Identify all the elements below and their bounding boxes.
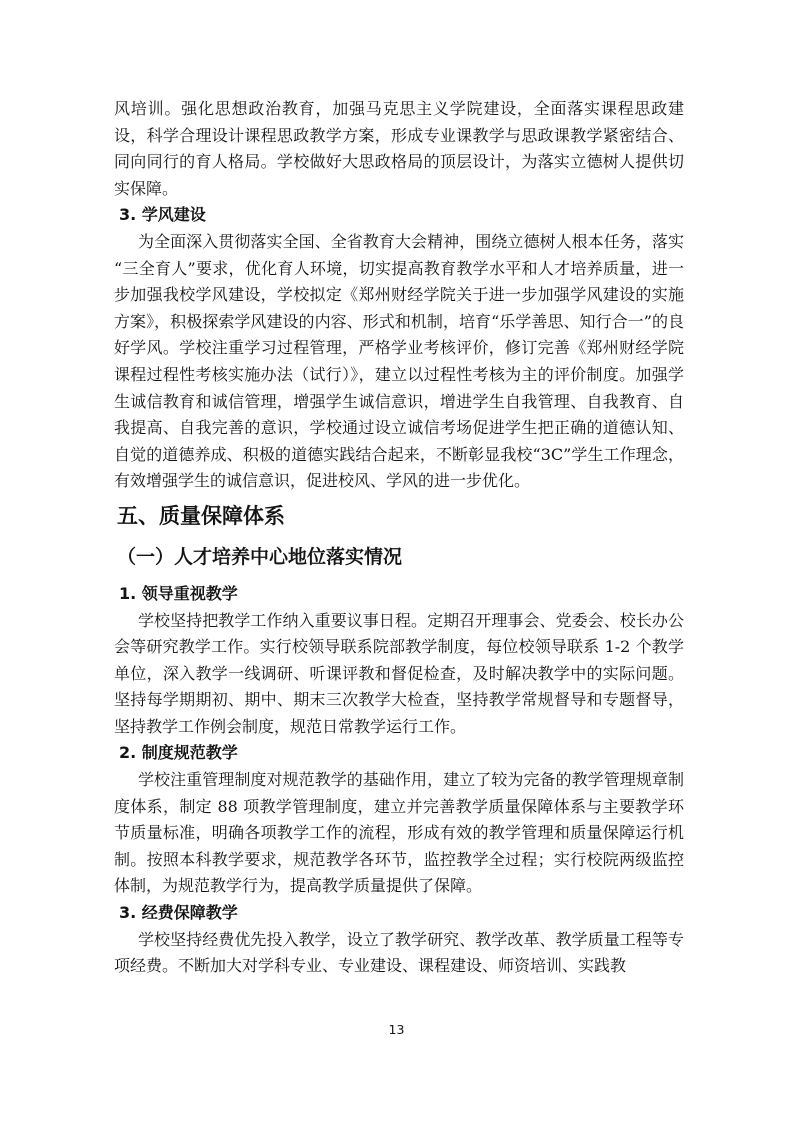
heading-item-3-funding: 3. 经费保障教学 — [119, 903, 238, 923]
page-number: 13 — [388, 1022, 405, 1037]
paragraph-continuation: 风培训。强化思想政治教育，加强马克思主义学院建设，全面落实课程思政建设，科学合理设计课程思政教学方案，形成专业课教学与思政课教学紧密结合、同向同行的育人格局。学校做好大思政格局的顶层设计，为落实立德树人提供切实保障。 — [114, 99, 684, 198]
page-body — [114, 96, 684, 980]
paragraph-study-style: 为全面深入贯彻落实全国、全省教育大会精神，围绕立德树人根本任务，落实“三全育人”要求，优化育人环境，切实提高教育教学水平和人才培养质量，进一步加强我校学风建设，学校拟定《郑州财经学院关于进一步加强学风建设的实施方案》，积极探索学风建设的内容、形式和机制，培育“乐学善思、知行合一”的良好学风。学校注重学习过程管理，严格学业考核评价，修订完善《郑州财经学院课程过程性考核实施办法（试行）》，建立以过程性考核为主的评价制度。加强学生诚信教育和诚信管理，增强学生诚信意识，增进学生自我管理、自我教育、自我提高、自我完善的意识，学校通过设立诚信考场促进学生把正确的道德认知、自觉的道德养成、积极的道德实践结合起来，不断彰显我校“3C”学生工作理念，有效增强学生的诚信意识，促进校风、学风的进一步优化。 — [114, 231, 684, 491]
heading-item-1-leadership: 1. 领导重视教学 — [119, 583, 238, 603]
heading-study-style: 3. 学风建设 — [119, 205, 206, 225]
paragraph-item-3-funding: 学校坚持经费优先投入教学，设立了教学研究、教学改革、教学质量工程等专项经费。不断加大对学科专业、专业建设、课程建设、师资培训、实践教 — [114, 929, 684, 976]
heading-item-2-regulations: 2. 制度规范教学 — [119, 743, 238, 763]
heading-chapter-5-quality-assurance: 五、质量保障体系 — [117, 503, 285, 528]
heading-section-1-talent-cultivation: （一）人才培养中心地位落实情况 — [117, 545, 403, 568]
paragraph-item-1-leadership: 学校坚持把教学工作纳入重要议事日程。定期召开理事会、党委会、校长办公会等研究教学工作。实行校领导联系院部教学制度，每位校领导联系 1-2 个教学单位，深入教学一线调研、听课评教和督促检查，及时解决教学中的实际问题。坚持每学期期初、期中、期末三次教学大检查，坚持教学常规督导和专题督导，坚持教学工作例会制度，规范日常教学运行工作。 — [114, 610, 684, 736]
paragraph-item-2-regulations: 学校注重管理制度对规范教学的基础作用，建立了较为完备的教学管理规章制度体系，制定 88 项教学管理制度，建立并完善教学质量保障体系与主要教学环节质量标准，明确各项教学工作的流程，形成有效的教学管理和质量保障运行机制。按照本科教学要求，规范教学各环节，监控教学全过程；实行校院两级监控体制，为规范教学行为，提高教学质量提供了保障。 — [114, 770, 684, 896]
